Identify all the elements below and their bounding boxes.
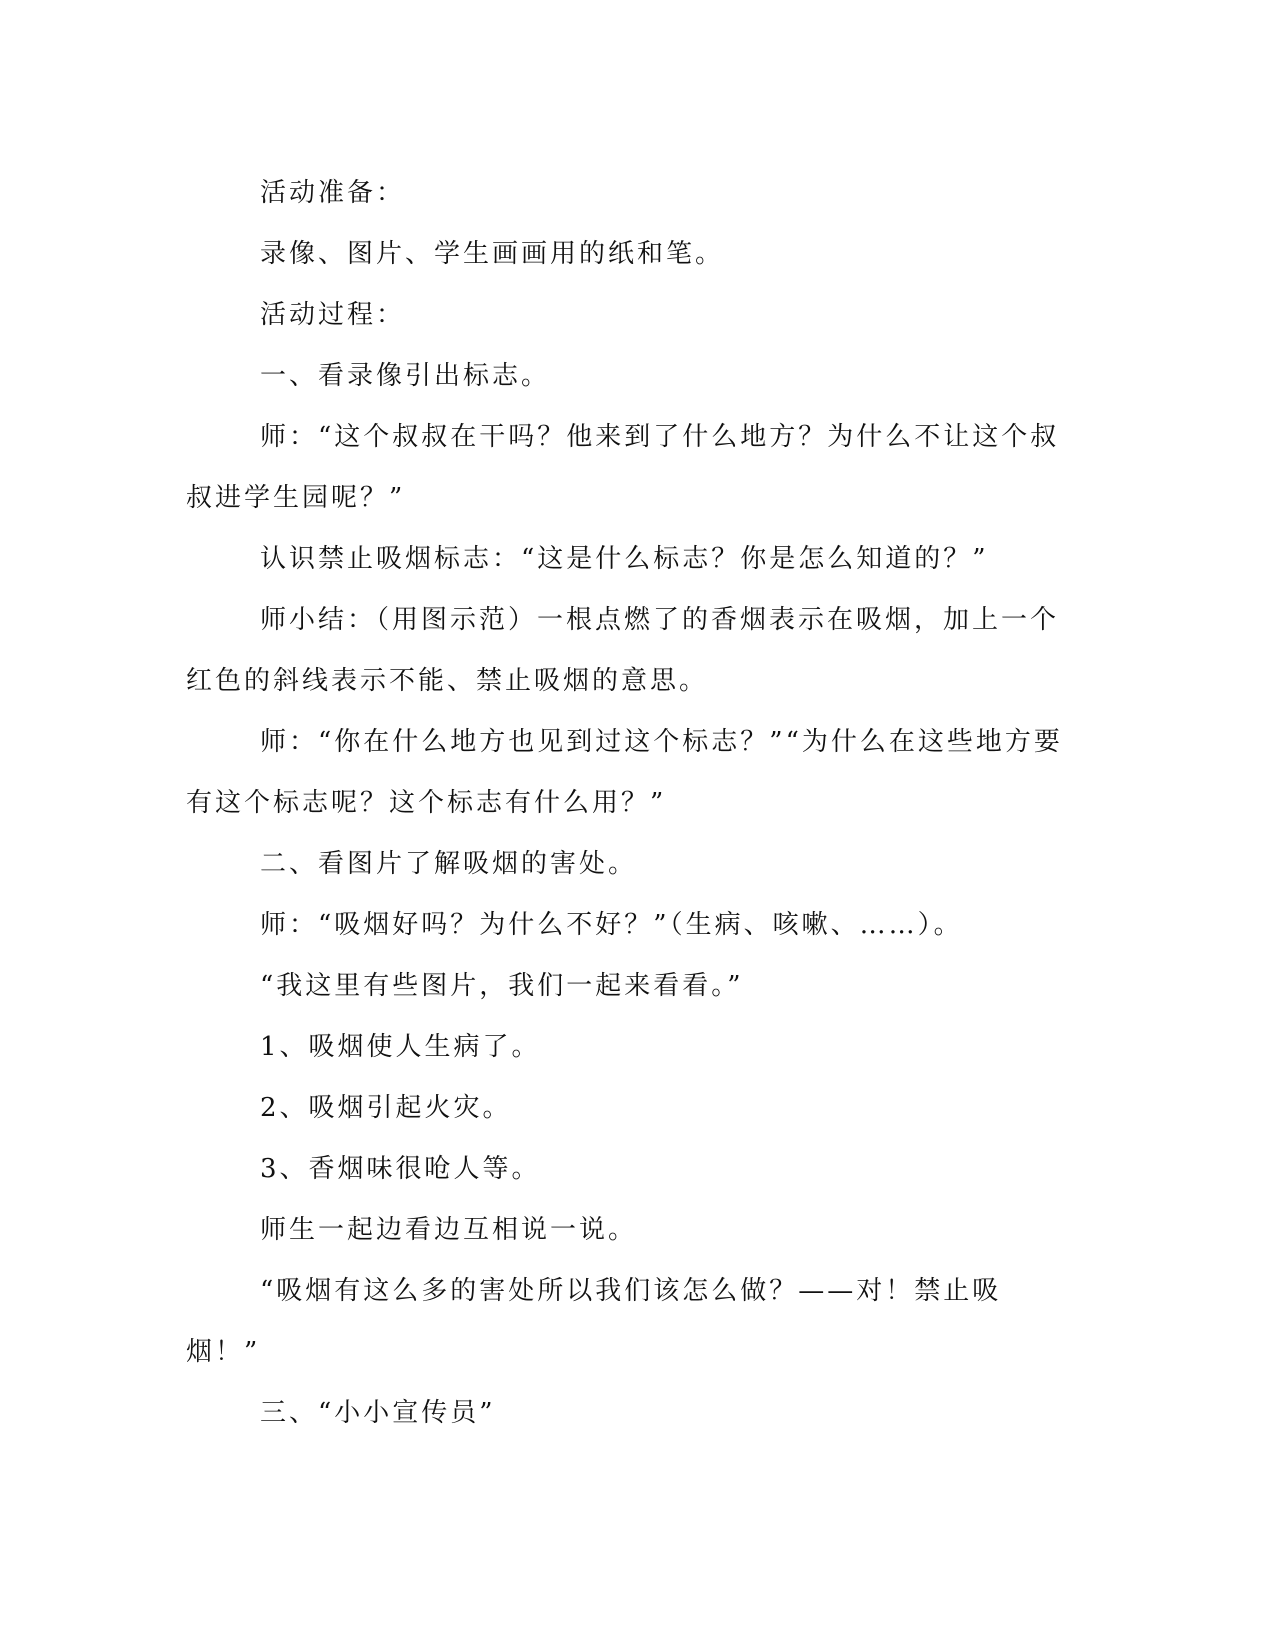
paragraph-materials: 录像、图片、学生画画用的纸和笔。 [260,239,725,269]
list-item-fire: 2、吸烟引起火灾。 [260,1093,512,1123]
paragraph-section-one-heading: 一、看录像引出标志。 [260,361,551,391]
paragraph-activity-process-heading: 活动过程： [260,300,406,330]
paragraph-teacher-summary: 师小结：（用图示范）一根点燃了的香烟表示在吸烟，加上一个红色的斜线表示不能、禁止吸烟的意思。 [186,605,1060,696]
list-item-smell: 3、香烟味很呛人等。 [260,1154,541,1184]
paragraph-section-two-heading: 二、看图片了解吸烟的害处。 [260,849,638,879]
paragraph-conclusion-quote: “吸烟有这么多的害处所以我们该怎么做？——对！禁止吸烟！” [186,1276,1002,1367]
paragraph-section-three-heading: 三、“小小宣传员” [260,1398,496,1428]
paragraph-pictures-intro: “我这里有些图片，我们一起来看看。” [260,971,744,1001]
paragraph-teacher-question-uncle: 师：“这个叔叔在干吗？他来到了什么地方？为什么不让这个叔叔进学生园呢？” [186,422,1060,513]
paragraph-recognize-sign: 认识禁止吸烟标志：“这是什么标志？你是怎么知道的？” [260,544,989,574]
paragraph-teacher-question-harm: 师：“吸烟好吗？为什么不好？”（生病、咳嗽、……）。 [260,910,963,940]
paragraph-discuss-together: 师生一起边看边互相说一说。 [260,1215,638,1245]
list-item-illness: 1、吸烟使人生病了。 [260,1032,541,1062]
paragraph-activity-preparation-heading: 活动准备： [260,178,406,208]
document-body [186,163,1066,1444]
paragraph-teacher-question-places: 师：“你在什么地方也见到过这个标志？”“为什么在这些地方要有这个标志呢？这个标志有什么用？” [186,727,1063,818]
